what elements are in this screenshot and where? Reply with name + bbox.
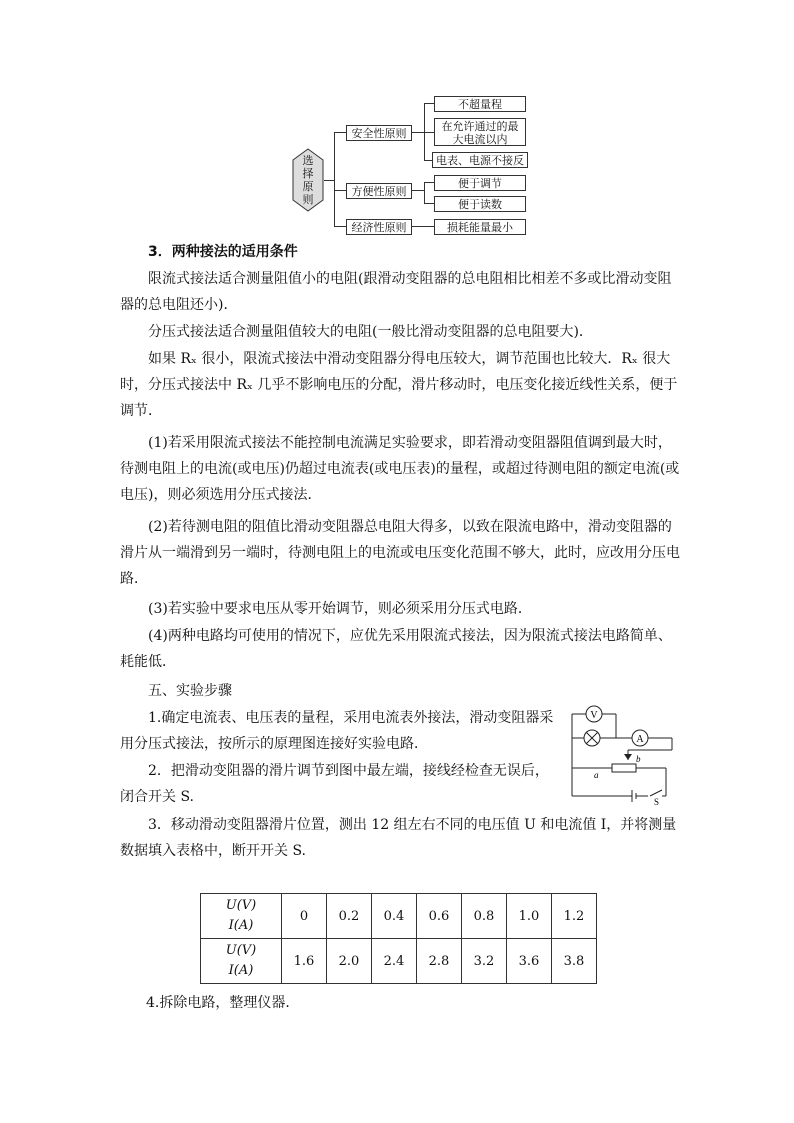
terminal-a-label: a [594, 770, 599, 780]
step-1: 1.确定电流表、电压表的量程，采用电流表外接法，滑动变阻器采用分压式接法，按所示的原理图连接好实验电路． [120, 710, 554, 752]
voltmeter-label: V [590, 710, 598, 721]
table-cell: 1.2 [552, 894, 597, 939]
connector [424, 182, 425, 203]
root-label [292, 154, 324, 206]
section3-heading: 3．两种接法的适用条件 [148, 244, 298, 260]
branch-economy: 经济性原则 [346, 219, 412, 235]
circuit-diagram [566, 702, 678, 806]
measurement-table [200, 893, 597, 984]
table-cell: 0.4 [372, 894, 417, 939]
table-row [201, 894, 597, 939]
connector [334, 190, 346, 191]
section3-paragraph-2: 分压式接法适合测量阻值较大的电阻(一般比滑动变阻器的总电阻要大)． [148, 324, 593, 340]
header-voltage: U(V) [225, 943, 257, 958]
branch-convenience: 方便性原则 [346, 183, 412, 199]
step-3: 3．移动滑动变阻器滑片位置，测出 12 组左右不同的电压值 U 和电流值 I，并将测量数据填入表格中，断开开关 S. [120, 817, 677, 859]
connector [412, 132, 424, 133]
table-cell: 2.0 [327, 939, 372, 984]
section3-paragraph-7: (4)两种电路均可使用的情况下，应优先采用限流式接法，因为限流式接法电路简单、耗能低． [120, 628, 672, 670]
leaf-easy-adjust: 便于调节 [434, 175, 526, 191]
table-cell: 0.2 [327, 894, 372, 939]
connector [334, 132, 335, 226]
connector [412, 226, 434, 227]
leaf-min-energy: 损耗能量最小 [434, 219, 526, 235]
connector [424, 182, 434, 183]
table-cell: 2.4 [372, 939, 417, 984]
header-current: I(A) [228, 918, 254, 933]
ammeter-label: A [636, 734, 644, 745]
connector [324, 180, 334, 181]
table-cell: 2.8 [417, 939, 462, 984]
table-cell: 3.8 [552, 939, 597, 984]
section3-paragraph-4: (1)若采用限流式接法不能控制电流满足实验要求，即若滑动变阻器阻值调到最大时，待测电阻上的电流(或电压)仍超过电流表(或电压表)的量程，或超过待测电阻的额定电流(或电压)，则必须选用分压式接法． [120, 435, 680, 503]
table-cell: 1.0 [507, 894, 552, 939]
switch-label: S [654, 797, 660, 806]
header-voltage: U(V) [225, 898, 257, 913]
step-2: 2．把滑动变阻器的滑片调节到图中最左端，接线经检查无误后，闭合开关 S. [120, 763, 549, 805]
table-row [201, 939, 597, 984]
table-cell: 3.2 [462, 939, 507, 984]
root-label-text: 选择原则 [302, 154, 314, 206]
section5-heading: 五、实验步骤 [148, 683, 232, 699]
leaf-no-reverse: 电表、电源不接反 [432, 152, 528, 168]
section3-paragraph-3: 如果 Rₓ 很小，限流式接法中滑动变阻器分得电压较大，调节范围也比较大．Rₓ 很大时，分压式接法中 Rₓ 几乎不影响电压的分配，滑片移动时，电压变化接近线性关系，便于调节． [120, 351, 678, 419]
step-4: 4.拆除电路，整理仪器． [146, 995, 300, 1011]
table-cell: 0.6 [417, 894, 462, 939]
table-header-cell [201, 894, 282, 939]
section3-paragraph-5: (2)若待测电阻的阻值比滑动变阻器总电阻大得多，以致在限流电路中，滑动变阻器的滑片从一端滑到另一端时，待测电阻上的电流或电压变化范围不够大，此时，应改用分压电路． [120, 519, 680, 587]
connector [424, 103, 434, 104]
table-cell: 0 [282, 894, 327, 939]
table-cell: 1.6 [282, 939, 327, 984]
table-cell: 3.6 [507, 939, 552, 984]
leaf-not-exceed-range: 不超量程 [434, 96, 526, 112]
connector [424, 203, 434, 204]
connector [424, 132, 434, 133]
leaf-easy-read: 便于读数 [434, 196, 526, 212]
connector [334, 132, 346, 133]
connector [334, 226, 346, 227]
terminal-b-label: b [636, 754, 641, 764]
table-header-cell [201, 939, 282, 984]
table-cell: 0.8 [462, 894, 507, 939]
slider-arrow [624, 754, 632, 760]
leaf-within-max-current: 在允许通过的最大电流以内 [434, 118, 526, 146]
section3-paragraph-1: 限流式接法适合测量阻值小的电阻(跟滑动变阻器的总电阻相比相差不多或比滑动变阻器的总电阻还小)． [120, 271, 672, 313]
branch-safety: 安全性原则 [346, 125, 412, 141]
section3-paragraph-6: (3)若实验中要求电压从零开始调节，则必须采用分压式电路． [148, 601, 532, 617]
header-current: I(A) [228, 963, 254, 978]
connector [412, 190, 424, 191]
